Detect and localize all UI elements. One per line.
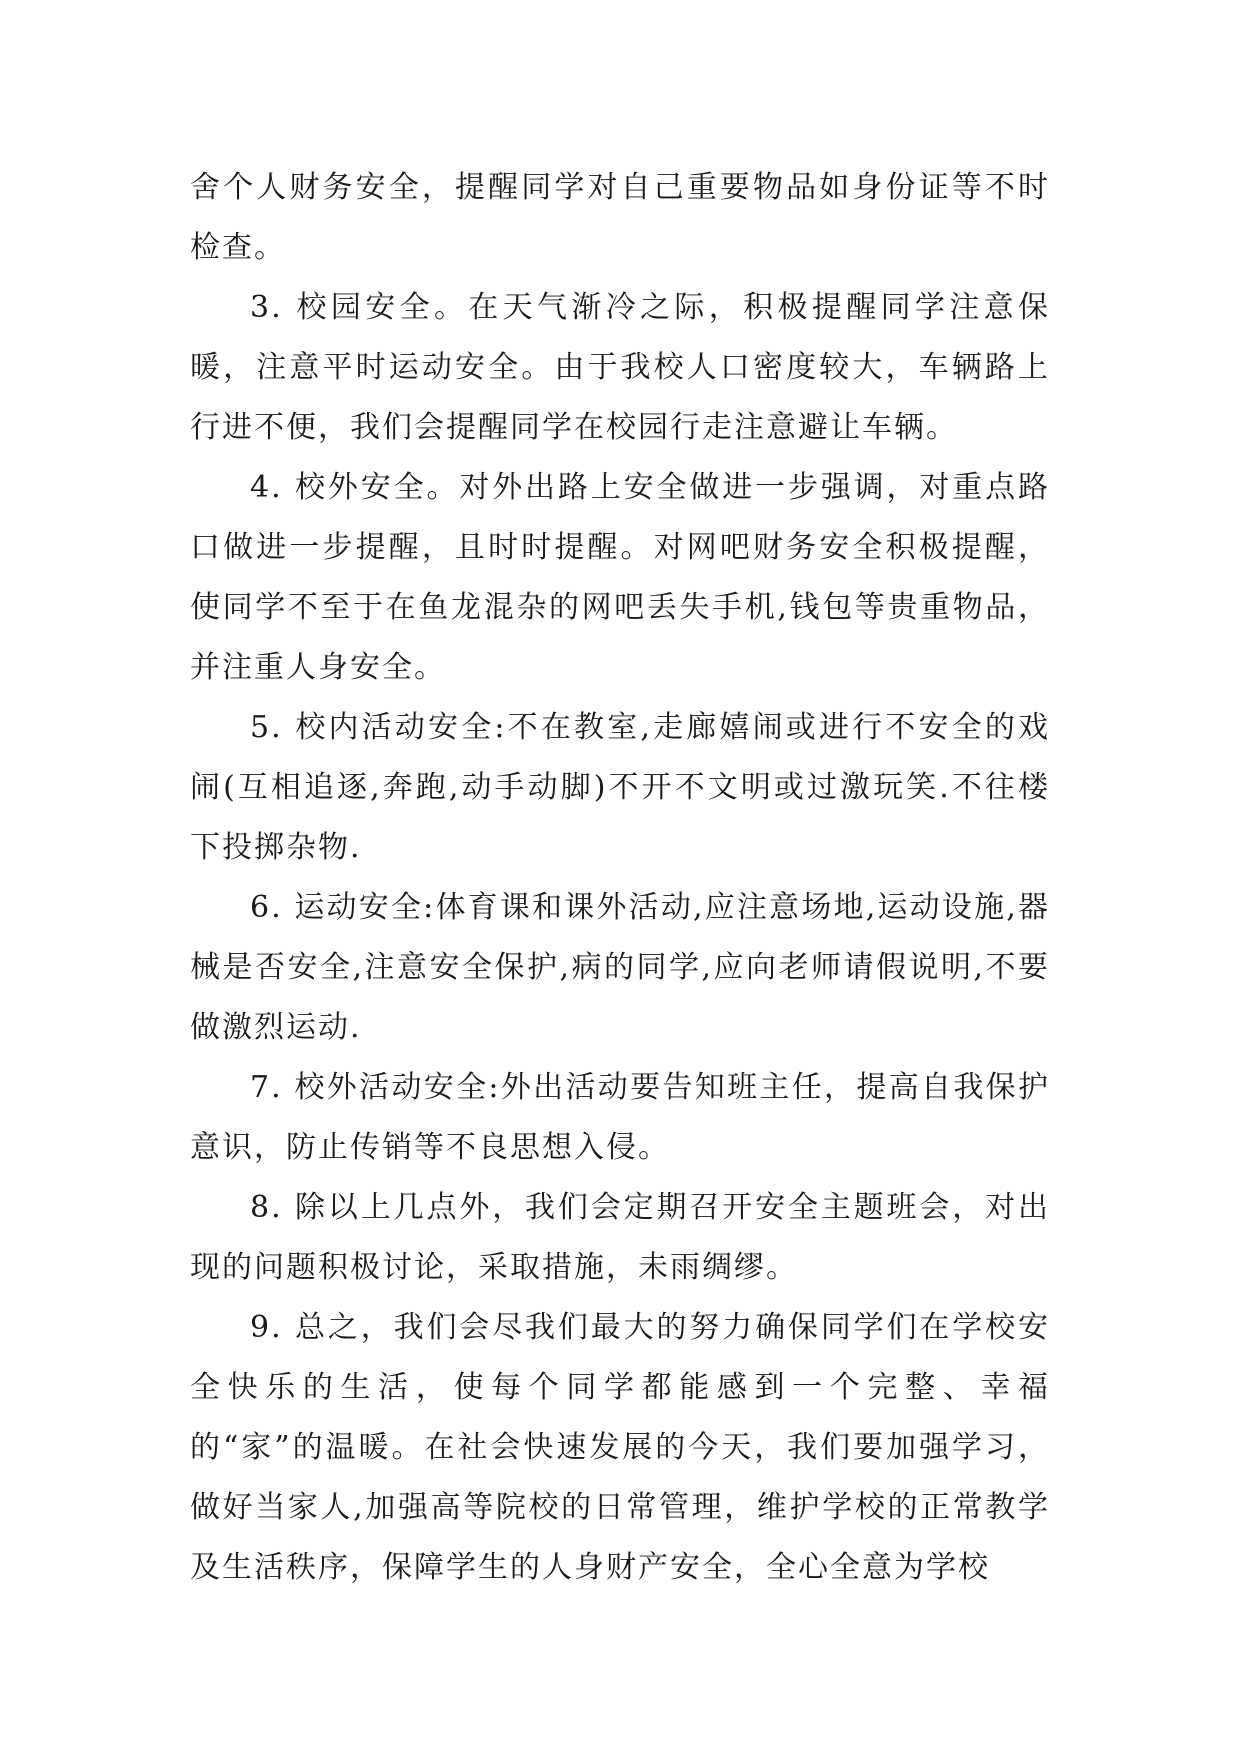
- paragraph-item-8: 8. 除以上几点外，我们会定期召开安全主题班会，对出现的问题积极讨论，采取措施，未雨绸缪。: [190, 1190, 1050, 1285]
- paragraph-continuation: 舍个人财务安全，提醒同学对自己重要物品如身份证等不时检查。: [190, 170, 1050, 265]
- paragraph-item-5: 5. 校内活动安全:不在教室,走廊嬉闹或进行不安全的戏闹(互相追逐,奔跑,动手动脚)不开不文明或过激玩笑.不往楼下投掷杂物.: [190, 710, 1050, 865]
- document-body: [190, 158, 1050, 1598]
- paragraph-item-9: 9. 总之，我们会尽我们最大的努力确保同学们在学校安全快乐的生活，使每个同学都能感到一个完整、幸福的“家”的温暖。在社会快速发展的今天，我们要加强学习，做好当家人,加强高等院校的日常管理，维护学校的正常教学及生活秩序，保障学生的人身财产安全，全心全意为学校: [190, 1310, 1050, 1585]
- paragraph-item-7: 7. 校外活动安全:外出活动要告知班主任，提高自我保护意识，防止传销等不良思想入侵。: [190, 1070, 1050, 1165]
- paragraph-item-6: 6. 运动安全:体育课和课外活动,应注意场地,运动设施,器械是否安全,注意安全保护,病的同学,应向老师请假说明,不要做激烈运动.: [190, 890, 1050, 1045]
- paragraph-item-4: 4. 校外安全。对外出路上安全做进一步强调，对重点路口做进一步提醒，且时时提醒。对网吧财务安全积极提醒，使同学不至于在鱼龙混杂的网吧丢失手机,钱包等贵重物品，并注重人身安全。: [190, 470, 1050, 685]
- paragraph-item-3: 3. 校园安全。在天气渐冷之际，积极提醒同学注意保暖，注意平时运动安全。由于我校人口密度较大，车辆路上行进不便，我们会提醒同学在校园行走注意避让车辆。: [190, 290, 1050, 445]
